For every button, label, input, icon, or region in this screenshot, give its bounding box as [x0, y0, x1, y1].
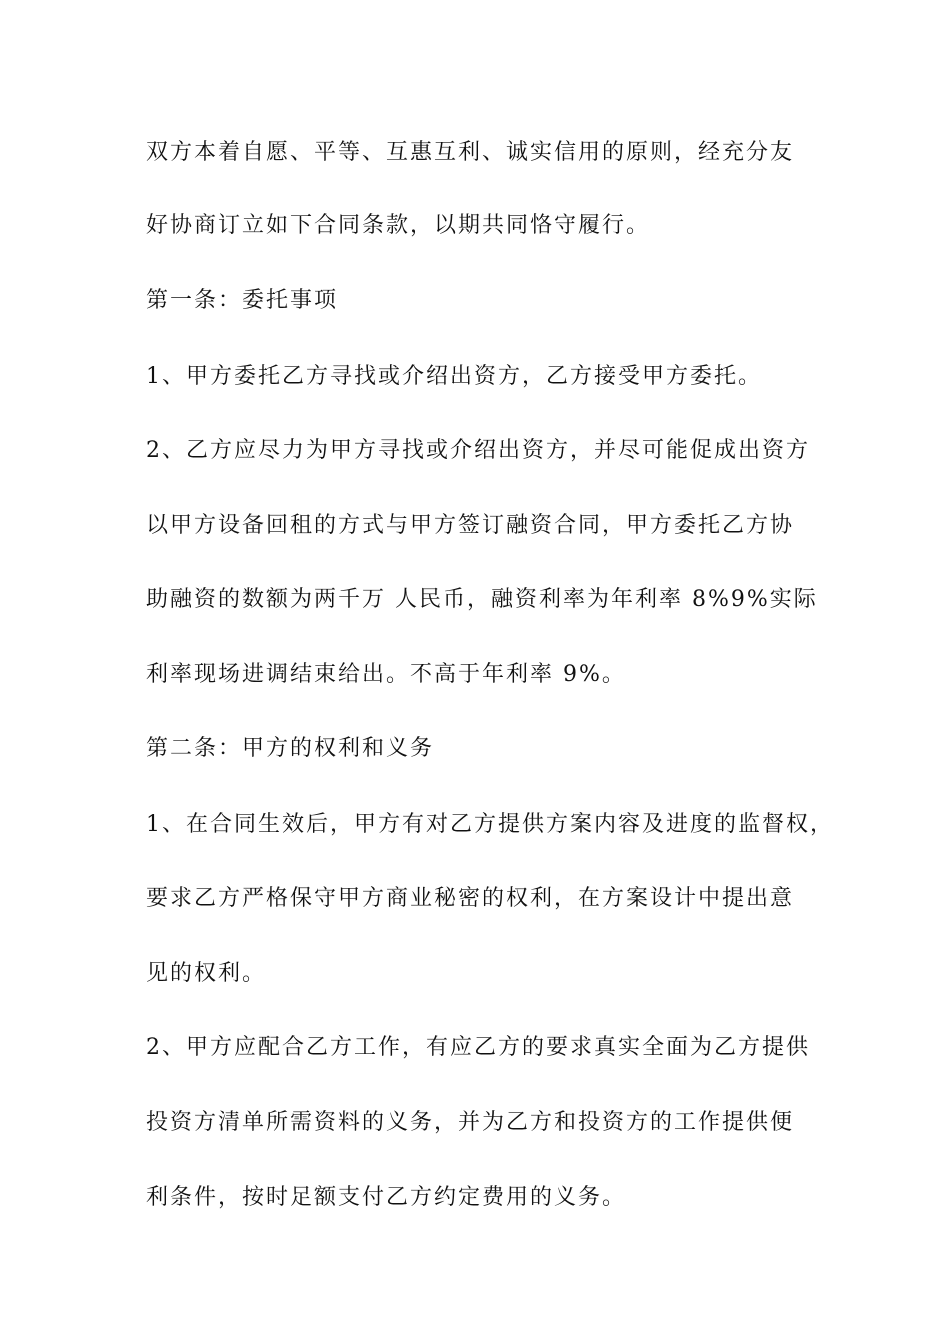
text-line: 2、甲方应配合乙方工作，有应乙方的要求真实全面为乙方提供 — [146, 1035, 810, 1060]
section-heading: 第二条：甲方的权利和义务 — [146, 736, 435, 761]
section-heading: 第一条：委托事项 — [146, 288, 339, 313]
text-line: 2、乙方应尽力为甲方寻找或介绍出资方，并尽可能促成出资方 — [146, 438, 810, 463]
text-line: 1、甲方委托乙方寻找或介绍出资方，乙方接受甲方委托。 — [146, 364, 762, 389]
text-line: 以甲方设备回租的方式与甲方签订融资合同，甲方委托乙方协 — [146, 513, 795, 538]
text-line: 利条件，按时足额支付乙方约定费用的义务。 — [146, 1185, 627, 1210]
text-line: 助融资的数额为两千万 人民币，融资利率为年利率 8%9%实际 — [146, 587, 818, 612]
text-line: 要求乙方严格保守甲方商业秘密的权利，在方案设计中提出意 — [146, 886, 795, 911]
text-line: 投资方清单所需资料的义务，并为乙方和投资方的工作提供便 — [146, 1110, 795, 1135]
text-line: 双方本着自愿、平等、互惠互利、诚实信用的原则，经充分友 — [146, 140, 795, 165]
text-line: 见的权利。 — [146, 961, 267, 986]
text-line: 1、在合同生效后，甲方有对乙方提供方案内容及进度的监督权， — [146, 812, 834, 837]
text-line: 利率现场进调结束给出。不高于年利率 9%。 — [146, 662, 626, 687]
text-line: 好协商订立如下合同条款，以期共同恪守履行。 — [146, 213, 651, 238]
